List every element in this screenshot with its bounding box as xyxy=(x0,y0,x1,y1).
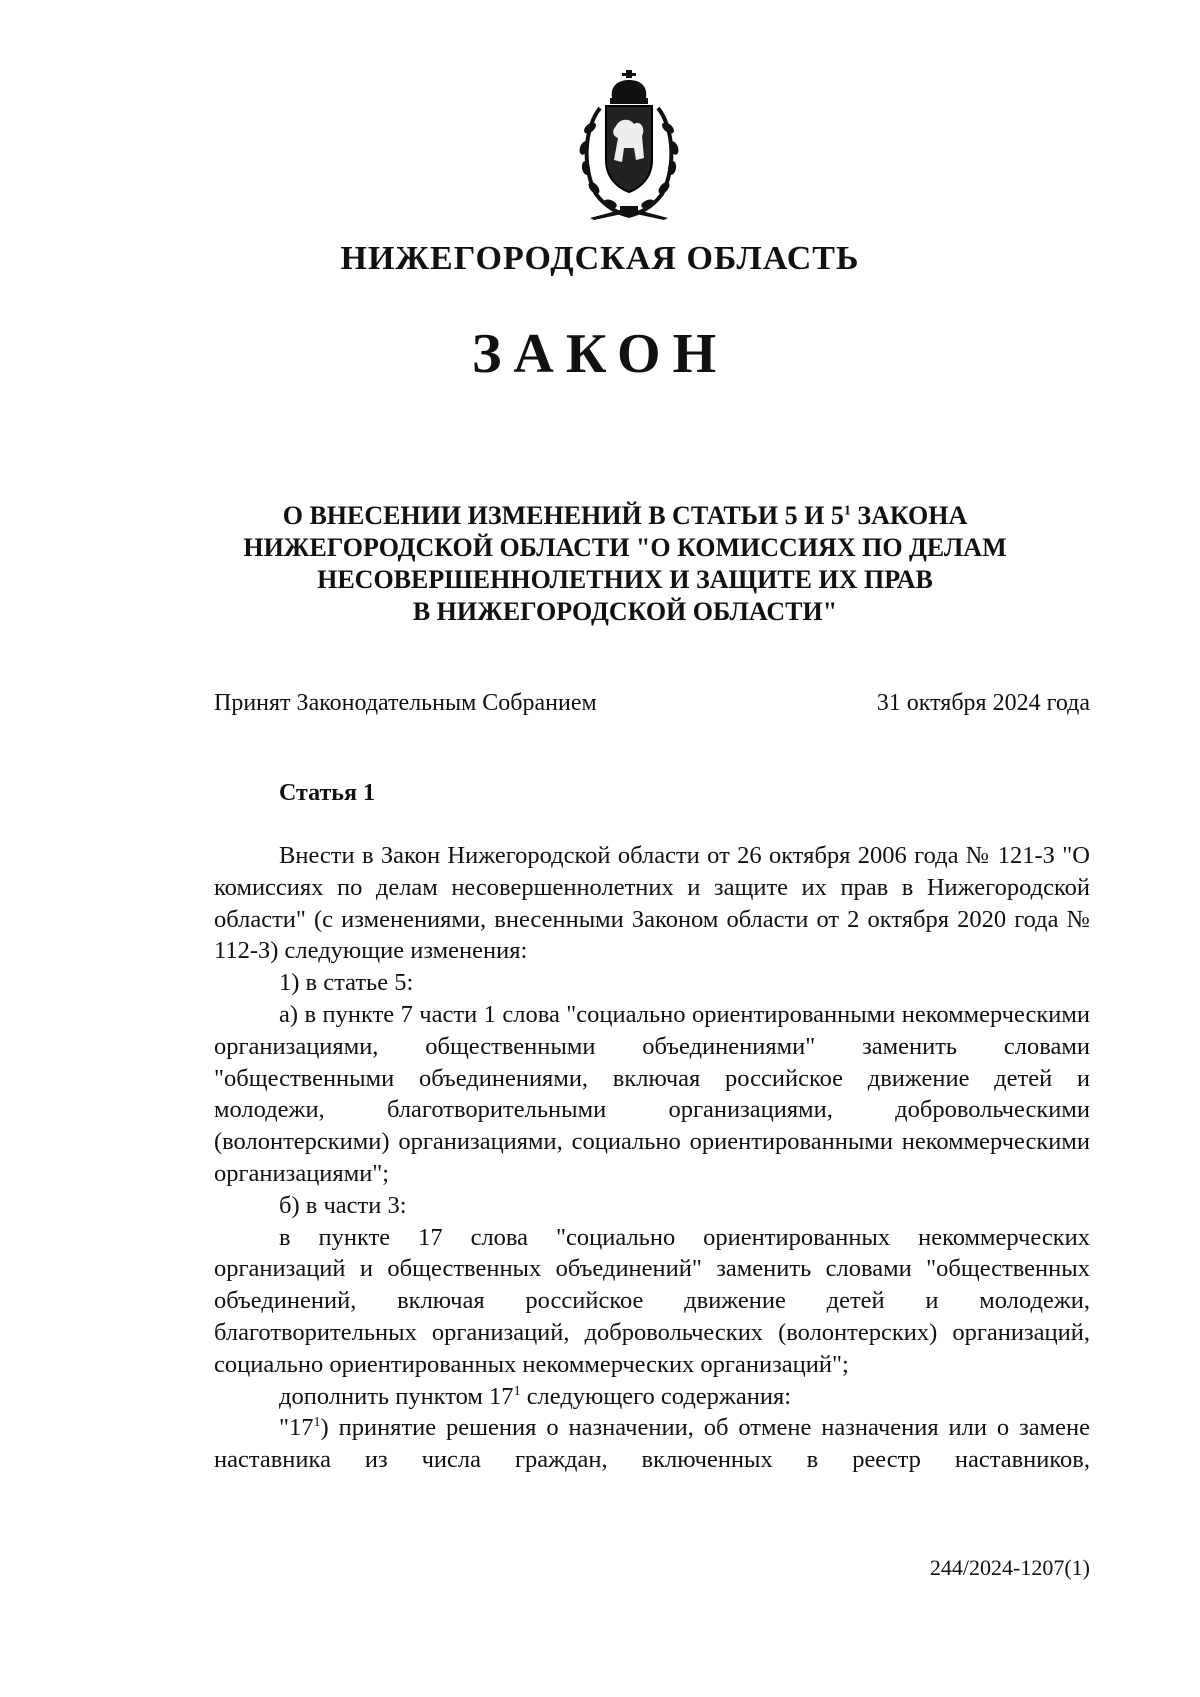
coat-of-arms-emblem xyxy=(560,68,708,220)
article-body xyxy=(214,840,1090,1476)
add-point-paragraph xyxy=(214,1381,1090,1413)
new-point-text: ) принятие решения о назначении, об отмене назначения или о замене наставника из числа граждан, включенных в реестр наставников, xyxy=(214,1414,1090,1474)
adoption-date: 31 октября 2024 года xyxy=(876,690,1090,716)
subject-line-1-superscript: 1 xyxy=(843,503,851,519)
item-1b-paragraph: в пункте 17 слова "социально ориентированных некоммерческих организаций и общественных объединений" заменить словами "общественных объединений, включая российское движение детей и молодежи, благотворительных организаций, добровольческих (волонтерских) организаций, социально ориентированных некоммерческих организаций"; xyxy=(214,1223,1090,1378)
add-point-text: дополнить пунктом 17 xyxy=(279,1382,514,1410)
subject-line-4: В НИЖЕГОРОДСКОЙ ОБЛАСТИ" xyxy=(412,597,838,626)
article-heading: Статья 1 xyxy=(279,780,375,806)
item-1a: а) в пункте 7 части 1 слова "социально ориентированными некоммерческими организациями, общественными объединениями" заменить словами "общественными объединениями, включая российское движение детей и молодежи, благотворительными организациями, добровольческими (волонтерскими) организациями, социально ориентированными некоммерческими организациями"; xyxy=(214,1000,1090,1187)
document-registration-number: 244/2024-1207(1) xyxy=(929,1555,1090,1580)
add-point-tail: следующего содержания: xyxy=(520,1382,792,1410)
subject-line-1-tail: ЗАКОНА xyxy=(850,501,968,530)
subject-line-2: НИЖЕГОРОДСКОЙ ОБЛАСТИ "О КОМИССИЯХ ПО ДЕЛАМ xyxy=(243,533,1007,562)
subject-line-1 xyxy=(230,500,1020,532)
new-point-paragraph xyxy=(214,1412,1090,1476)
add-point-superscript: 1 xyxy=(513,1383,521,1399)
new-point-superscript: 1 xyxy=(313,1415,321,1431)
article-intro-paragraph: Внести в Закон Нижегородской области от 26 октября 2006 года № 121-З "О комиссиях по делам несовершеннолетних и защите их прав в Нижегородской области" (с изменениями, внесенными Законом области от 2 октября 2020 года № 112-З) следующие изменения: xyxy=(214,842,1090,965)
document-type-title: ЗАКОН xyxy=(471,323,729,385)
region-title: НИЖЕГОРОДСКАЯ ОБЛАСТЬ xyxy=(340,240,860,277)
item-1b: б) в части 3: xyxy=(279,1191,407,1219)
law-subject-title xyxy=(230,500,1020,628)
subject-line-1-text: О ВНЕСЕНИИ ИЗМЕНЕНИЙ В СТАТЬИ 5 И 5 xyxy=(282,501,844,530)
new-point-number: "17 xyxy=(279,1414,314,1442)
subject-line-3: НЕСОВЕРШЕННОЛЕТНИХ И ЗАЩИТЕ ИХ ПРАВ xyxy=(317,565,933,594)
adopted-by-text: Принят Законодательным Собранием xyxy=(214,690,597,716)
item-1: 1) в статье 5: xyxy=(279,969,414,997)
